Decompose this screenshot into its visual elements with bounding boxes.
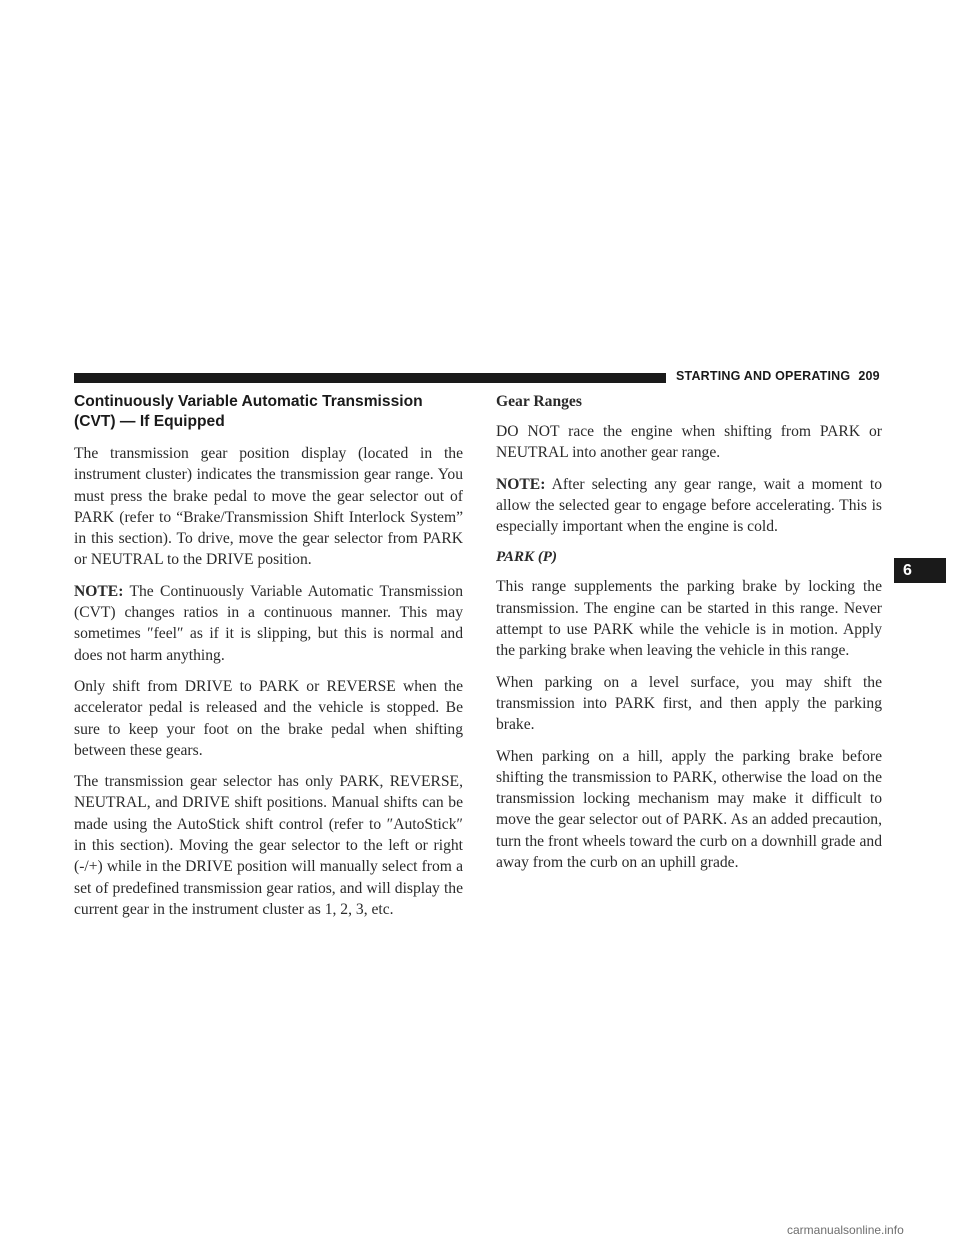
cvt-note	[74, 581, 463, 666]
gear-ranges-heading: Gear Ranges	[496, 393, 582, 410]
note-label: NOTE:	[496, 475, 546, 493]
header-rule	[74, 373, 666, 383]
watermark: carmanualsonline.info	[787, 1223, 904, 1237]
page-number: 209	[858, 369, 880, 383]
right-column	[496, 392, 882, 883]
left-column	[74, 392, 463, 930]
note-label: NOTE:	[74, 582, 124, 600]
note-text: After selecting any gear range, wait a moment to allow the selected gear to engage before accelerating. This is especially important when the engine is cold.	[496, 475, 882, 536]
park-paragraph-2: When parking on a level surface, you may shift the transmission into PARK first, and then apply the parking brake.	[496, 673, 882, 734]
note-text: The Continuously Variable Automatic Transmission (CVT) changes ratios in a continuous manner. This may sometimes ″feel″ as if it is slipping, but this is normal and does not harm anything.	[74, 582, 463, 664]
cvt-paragraph-1: The transmission gear position display (located in the instrument cluster) indicates the transmission gear range. You must press the brake pedal to move the gear selector out of PARK (refer to “Brake/Transmission Shift Interlock System” in this section). To drive, move the gear selector from PARK or NEUTRAL to the DRIVE position.	[74, 445, 463, 569]
cvt-paragraph-2: Only shift from DRIVE to PARK or REVERSE when the accelerator pedal is released and the vehicle is stopped. Be sure to keep your foot on the brake pedal when shifting between these gears.	[74, 677, 463, 759]
section-title: STARTING AND OPERATING	[676, 369, 851, 383]
section-heading-line1: Continuously Variable Automatic Transmission	[74, 393, 423, 410]
section-heading	[74, 392, 463, 432]
park-paragraph-3: When parking on a hill, apply the parking brake before shifting the transmission to PARK, otherwise the load on the transmission locking mechanism may make it difficult to move the gear selector out of PARK. As an added precaution, turn the front wheels toward the curb on a downhill grade and away from the curb on an uphill grade.	[496, 747, 882, 872]
running-header	[676, 369, 880, 383]
park-paragraph-1: This range supplements the parking brake by locking the transmission. The engine can be started in this range. Never attempt to use PARK while the vehicle is in motion. Apply the parking brake when leaving the vehicle in this range.	[496, 578, 882, 660]
section-heading-line2: (CVT) — If Equipped	[74, 413, 225, 430]
cvt-paragraph-3: The transmission gear selector has only PARK, REVERSE, NEUTRAL, and DRIVE shift positions. Manual shifts can be made using the AutoStick shift control (refer to ″AutoStick″ in this section). Moving the gear selector to the left or right (-/+) while in the DRIVE position will manually select from a set of predefined transmission gear ratios, and will display the current gear in the instrument cluster as 1, 2, 3, etc.	[74, 773, 463, 918]
park-heading: PARK (P)	[496, 549, 557, 566]
chapter-tab: 6	[894, 558, 946, 583]
gear-ranges-paragraph-1: DO NOT race the engine when shifting from PARK or NEUTRAL into another gear range.	[496, 423, 882, 462]
gear-ranges-note	[496, 474, 882, 538]
